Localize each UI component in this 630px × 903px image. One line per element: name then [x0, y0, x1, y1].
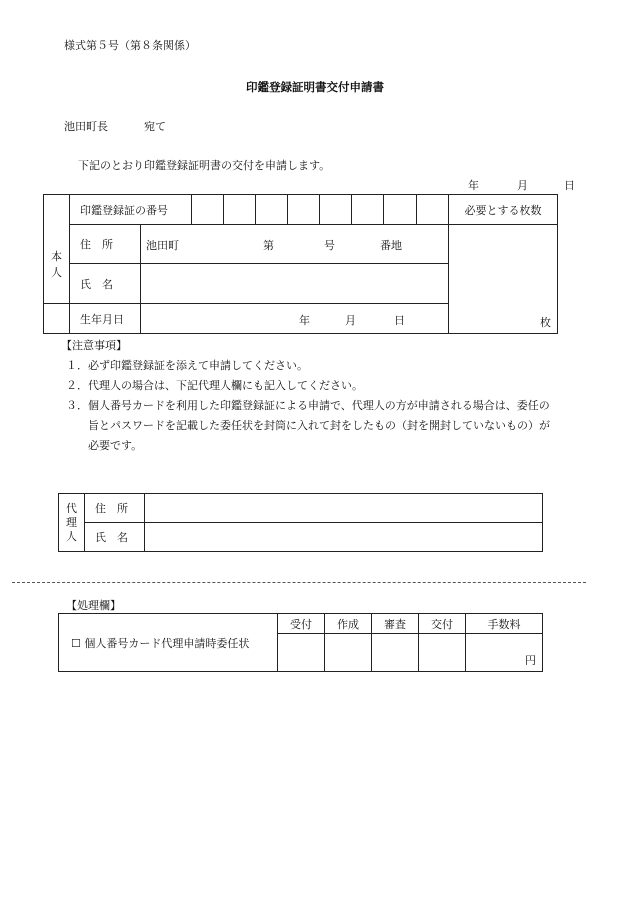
- copies-label: 必要とする枚数: [449, 195, 558, 225]
- fee-unit: 円: [525, 654, 536, 667]
- note-item-continuation: 旨とパスワードを記載した委任状を封筒に入れて封をしたもの（封を開封していないもの）が: [88, 419, 550, 432]
- principal-label-1: 本: [44, 225, 70, 264]
- stamp-issue-field[interactable]: [419, 634, 466, 672]
- form-number: 様式第５号（第８条関係）: [64, 39, 196, 52]
- agent-name-field[interactable]: [145, 523, 543, 552]
- column-creation: 作成: [325, 614, 372, 634]
- checkbox-icon[interactable]: ☐: [71, 636, 81, 650]
- card-number-digit[interactable]: [192, 195, 224, 225]
- principal-label-cell-top: [44, 195, 70, 225]
- principal-name-label: 氏 名: [70, 264, 141, 304]
- card-number-digit[interactable]: [288, 195, 320, 225]
- agent-label: 代 理 人: [59, 494, 85, 552]
- card-number-digit[interactable]: [320, 195, 352, 225]
- stamp-review-field[interactable]: [372, 634, 419, 672]
- principal-address-label: 住 所: [70, 225, 141, 264]
- principal-name-field[interactable]: [141, 264, 449, 304]
- applicant-table: [43, 194, 558, 334]
- card-number-digit[interactable]: [384, 195, 417, 225]
- agent-address-label: 住 所: [85, 494, 145, 523]
- card-number-digit[interactable]: [417, 195, 449, 225]
- proxy-letter-item: [59, 614, 278, 672]
- stamp-creation-field[interactable]: [325, 634, 372, 672]
- note-item-continuation: 必要です。: [88, 439, 143, 452]
- birthdate-field[interactable]: [141, 304, 449, 334]
- address-banchi-label: 番地: [380, 239, 402, 252]
- card-number-label: 印鑑登録証の番号: [70, 195, 192, 225]
- copies-field[interactable]: [449, 225, 558, 334]
- proxy-letter-label: 個人番号カード代理申請時委任状: [84, 636, 250, 650]
- column-reception: 受付: [278, 614, 325, 634]
- address-go-label: 号: [324, 239, 335, 252]
- agent-table: [58, 493, 543, 552]
- intro-text: 下記のとおり印鑑登録証明書の交付を申請します。: [78, 159, 331, 172]
- column-issue: 交付: [419, 614, 466, 634]
- note-item: ２．代理人の場合は、下記代理人欄にも記入してください。: [66, 379, 363, 392]
- note-item: ３．個人番号カードを利用した印鑑登録証による申請で、代理人の方が申請される場合は、委任の: [66, 399, 550, 412]
- birth-month-label: 月: [345, 314, 356, 327]
- cut-line-divider: [12, 582, 586, 583]
- card-number-digit[interactable]: [256, 195, 288, 225]
- agent-address-field[interactable]: [145, 494, 543, 523]
- stamp-reception-field[interactable]: [278, 634, 325, 672]
- addressee-name: 池田町長: [64, 120, 108, 133]
- agent-name-label: 氏 名: [85, 523, 145, 552]
- notes-heading: 【注意事項】: [61, 339, 127, 352]
- column-review: 審査: [372, 614, 419, 634]
- processing-table: [58, 613, 543, 672]
- birth-year-label: 年: [299, 314, 310, 327]
- column-fee: 手数料: [466, 614, 543, 634]
- card-number-digit[interactable]: [352, 195, 384, 225]
- fee-field[interactable]: [466, 634, 543, 672]
- address-dai-label: 第: [263, 239, 274, 252]
- note-item: １．必ず印鑑登録証を添えて申請してください。: [66, 359, 308, 372]
- date-year-label: 年: [468, 179, 479, 192]
- principal-label-cell-bottom: [44, 304, 70, 334]
- address-prefix: 池田町: [146, 239, 179, 252]
- card-number-digit[interactable]: [224, 195, 256, 225]
- copies-unit: 枚: [540, 316, 551, 329]
- birthdate-label: 生年月日: [70, 304, 141, 334]
- birth-day-label: 日: [394, 314, 405, 327]
- addressee-suffix: 宛て: [144, 120, 166, 133]
- principal-address-field[interactable]: [141, 225, 449, 264]
- processing-heading: 【処理欄】: [66, 599, 121, 612]
- date-month-label: 月: [517, 179, 528, 192]
- date-day-label: 日: [564, 179, 575, 192]
- page-title: 印鑑登録証明書交付申請書: [246, 80, 384, 94]
- principal-label-2: 人: [44, 264, 70, 304]
